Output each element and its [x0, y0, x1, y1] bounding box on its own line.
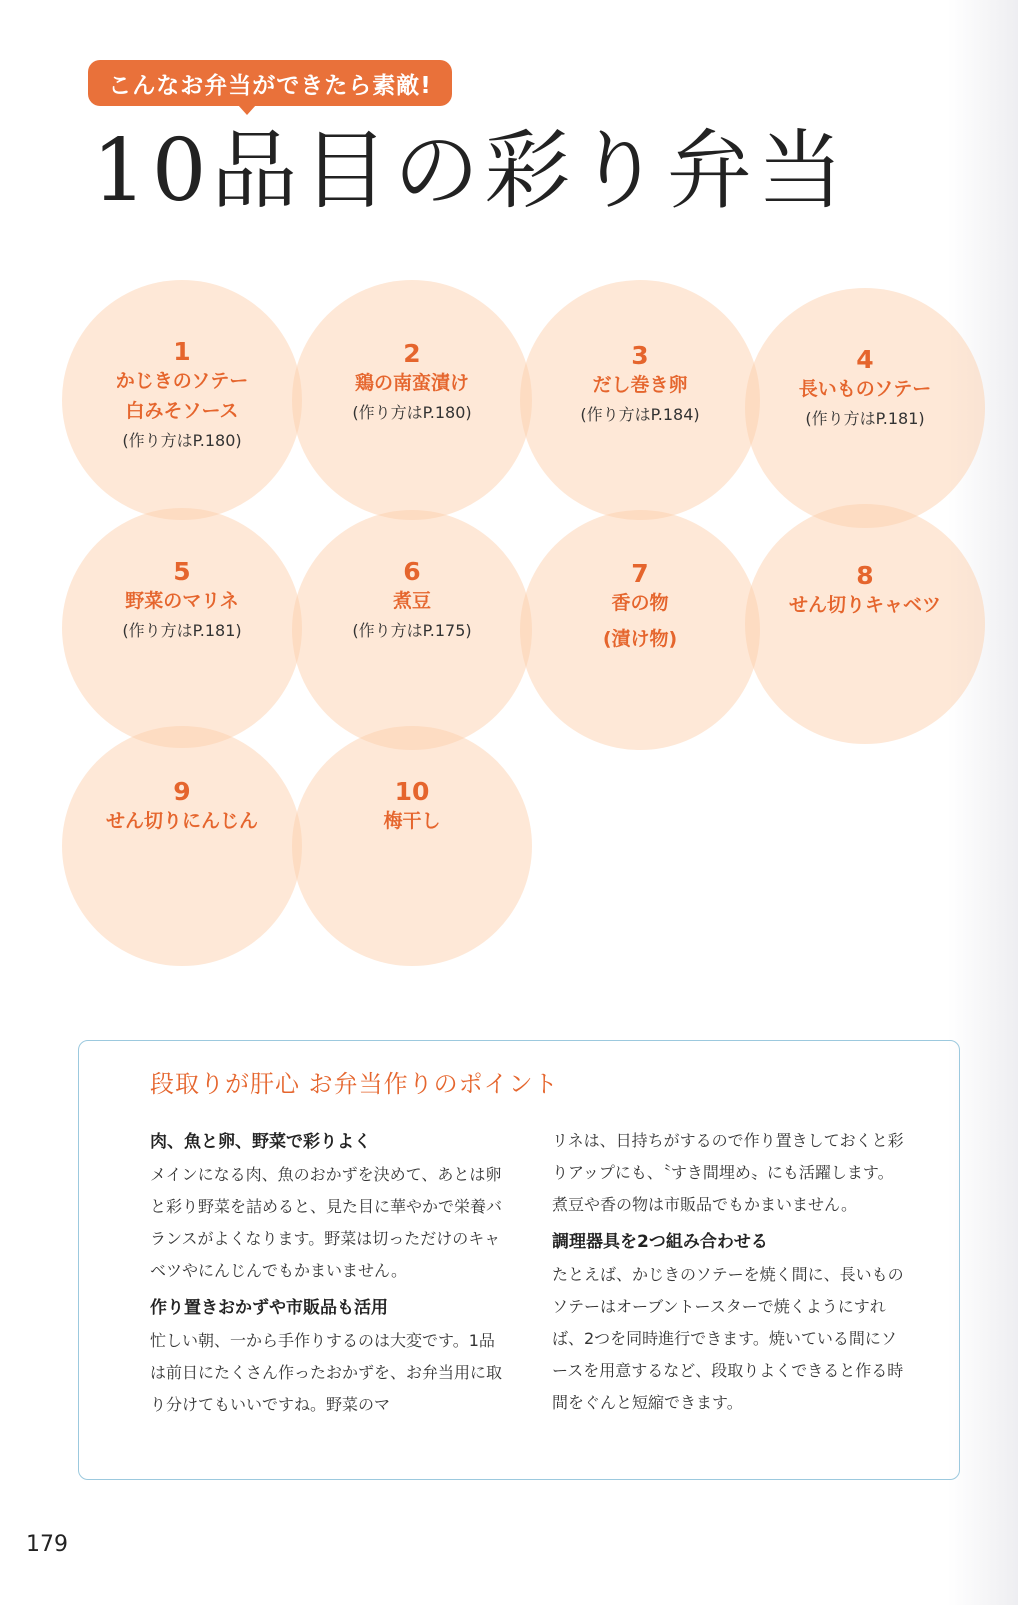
- tips-column-left: [150, 1125, 502, 1425]
- dish-recipe-ref: (作り方はP.180): [122, 431, 242, 451]
- tip-body-2b: リネは、日持ちがするので作り置きしておくと彩りアップにも、〝すき間埋め〟にも活躍します。煮豆や香の物は市販品でもかまいません。: [552, 1131, 904, 1214]
- dish-number: 3: [631, 341, 649, 370]
- dish-number: 9: [173, 777, 191, 806]
- dish-number: 2: [403, 339, 421, 368]
- dish-number: 4: [856, 345, 874, 374]
- dish-number: 6: [403, 557, 421, 586]
- dish-recipe-ref: (作り方はP.180): [352, 402, 472, 422]
- tip-body-3: たとえば、かじきのソテーを焼く間に、長いものソテーはオーブントースターで焼くようにすれば、2つを同時進行できます。焼いている間にソースを用意するなど、段取りよくできると作る時間をぐんと短縮できます。: [552, 1265, 904, 1412]
- dish-circle-10: [292, 726, 532, 966]
- tip-heading-3: 調理器具を2つ組み合わせる: [552, 1232, 768, 1252]
- dish-number: 5: [173, 557, 191, 586]
- page-number: 179: [26, 1532, 68, 1557]
- tip-body-1: メインになる肉、魚のおかずを決めて、あとは卵と彩り野菜を詰めると、見た目に華やかで栄養バランスがよくなります。野菜は切っただけのキャベツやにんじんでもかまいません。: [150, 1165, 503, 1280]
- tip-body-2a: 忙しい朝、一から手作りするのは大変です。1品は前日にたくさん作ったおかずを、お弁当用に取り分けてもいいですね。野菜のマ: [150, 1331, 503, 1414]
- dish-circle-7: [520, 510, 760, 750]
- dish-name: せん切りキャベツ: [788, 593, 941, 616]
- dish-recipe-ref: (作り方はP.181): [122, 620, 242, 640]
- dish-number: 10: [394, 777, 430, 806]
- tip-heading-2: 作り置きおかずや市販品も活用: [150, 1298, 388, 1318]
- dish-circle-9: [62, 726, 302, 966]
- dish-number: 7: [631, 559, 649, 588]
- dish-name: 煮豆: [392, 589, 431, 612]
- tips-title: 段取りが肝心 お弁当作りのポイント: [150, 1070, 559, 1098]
- dish-circle-4: [745, 288, 985, 528]
- dish-number: 1: [173, 337, 191, 366]
- dish-name: 香の物: [611, 591, 669, 614]
- dish-circle-8: [745, 504, 985, 744]
- dish-recipe-ref: (作り方はP.184): [580, 404, 700, 424]
- dish-circle-1: [62, 280, 302, 520]
- dish-name: 長いものソテー: [798, 377, 932, 400]
- dish-circle-2: [292, 280, 532, 520]
- dish-circle-5: [62, 508, 302, 748]
- dish-circle-3: [520, 280, 760, 520]
- header-tag: こんなお弁当ができたら素敵!: [88, 60, 452, 106]
- dish-recipe-ref: (作り方はP.175): [352, 620, 472, 640]
- dish-name: だし巻き卵: [592, 373, 688, 396]
- page-title: 10品目の彩り弁当: [92, 121, 849, 221]
- dish-name: かじきのソテー: [115, 369, 249, 392]
- dish-circle-6: [292, 510, 532, 750]
- dish-name: せん切りにんじん: [105, 809, 258, 832]
- dish-name: 野菜のマリネ: [125, 589, 239, 612]
- dish-recipe-ref: (作り方はP.181): [805, 408, 925, 428]
- dish-number: 8: [856, 561, 874, 590]
- tip-heading-1: 肉、魚と卵、野菜で彩りよく: [150, 1132, 371, 1152]
- dish-name: 鶏の南蛮漬け: [354, 371, 469, 394]
- dish-name: 梅干し: [383, 809, 441, 832]
- dish-name-line2: 白みそソース: [125, 399, 239, 422]
- dish-subname: (漬け物): [602, 627, 678, 650]
- tips-column-right: [552, 1125, 904, 1423]
